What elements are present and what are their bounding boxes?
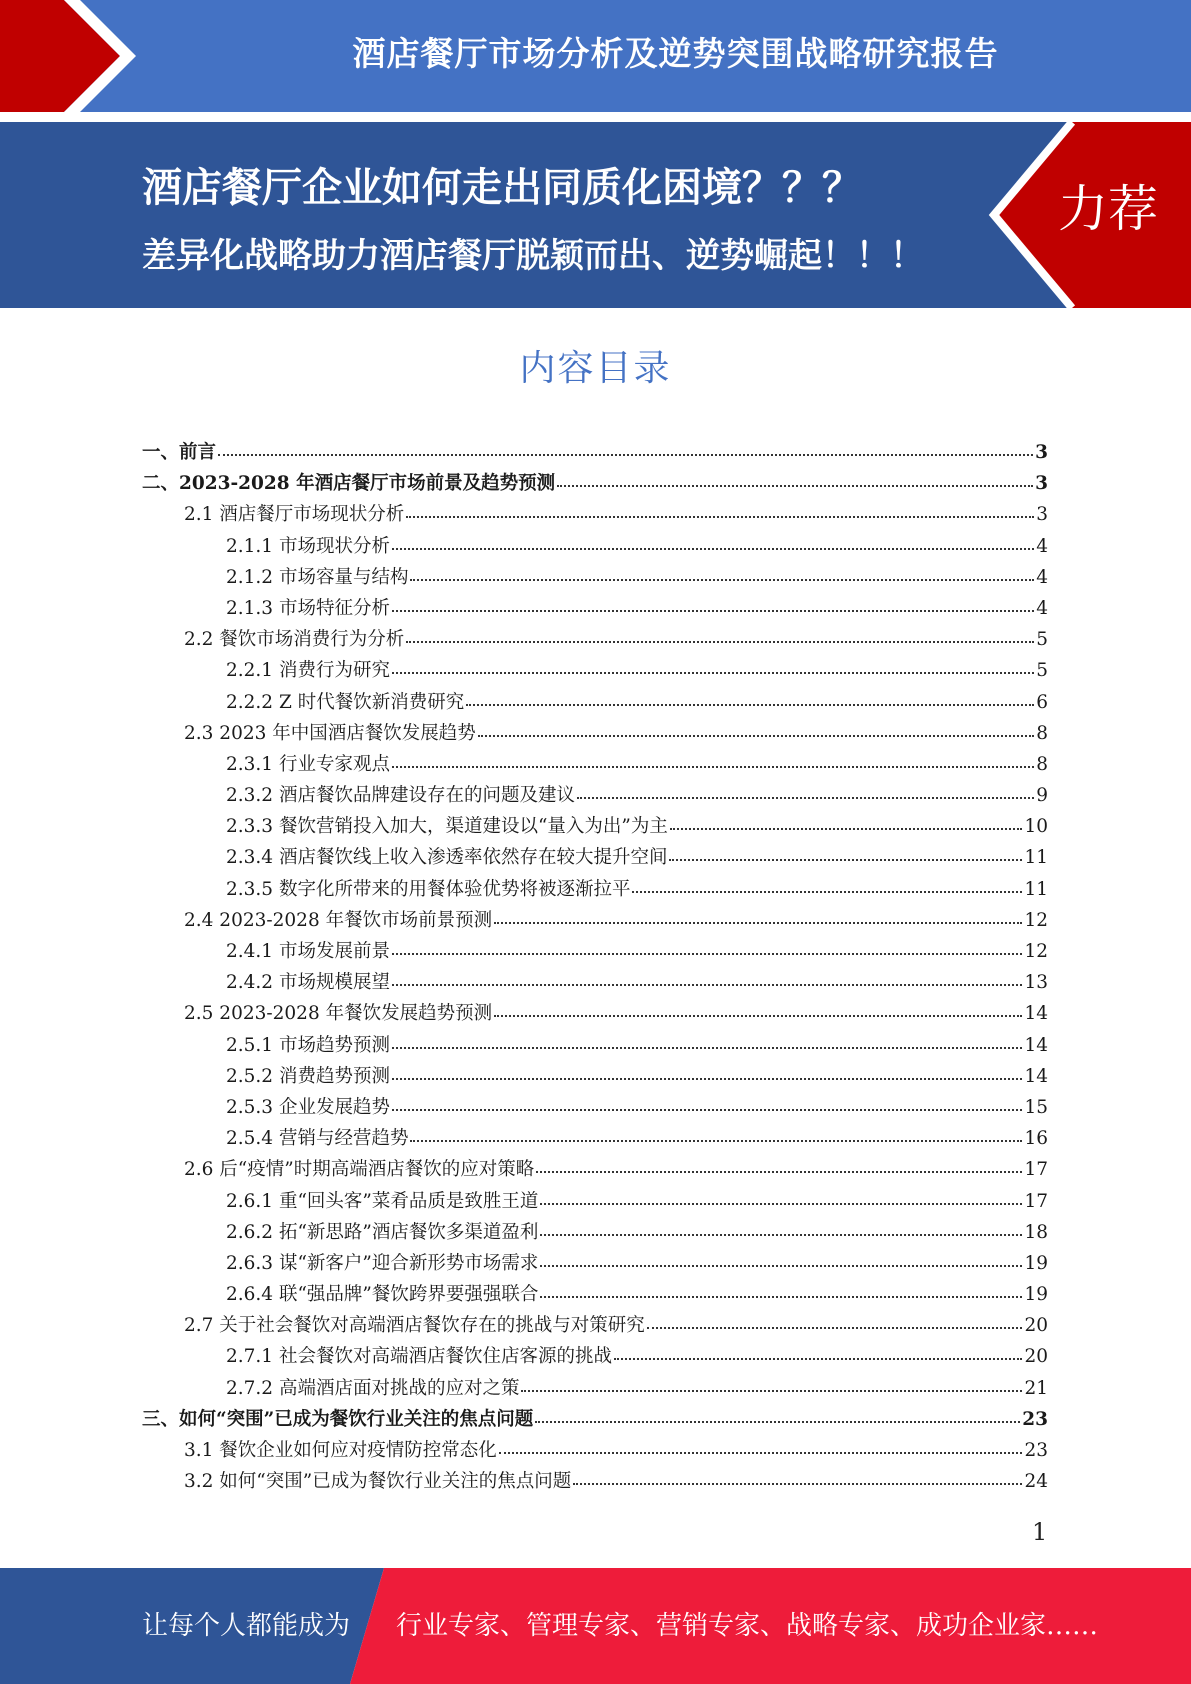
toc-leader-dots bbox=[392, 672, 1034, 674]
toc-entry-label: 2.3 2023 年中国酒店餐饮发展趋势 bbox=[184, 722, 476, 744]
toc-entry-label: 一、前言 bbox=[142, 442, 217, 463]
toc-entry-page: 14 bbox=[1024, 1065, 1048, 1087]
toc-entry[interactable] bbox=[142, 1217, 1048, 1248]
toc-entry-page: 17 bbox=[1024, 1159, 1048, 1181]
toc-entry[interactable] bbox=[142, 562, 1048, 593]
toc-entry-page: 5 bbox=[1036, 629, 1048, 651]
toc-leader-dots bbox=[494, 922, 1022, 924]
toc-entry-page: 12 bbox=[1024, 909, 1048, 931]
toc-entry[interactable] bbox=[142, 874, 1048, 905]
toc-leader-dots bbox=[466, 704, 1034, 706]
toc-leader-dots bbox=[632, 891, 1022, 893]
toc-entry-page: 20 bbox=[1024, 1315, 1048, 1337]
footer-slogan-right: 行业专家、管理专家、营销专家、战略专家、成功企业家…… bbox=[396, 1611, 1099, 1641]
toc-entry-label: 2.6.1 重“回头客”菜肴品质是致胜王道 bbox=[226, 1190, 539, 1212]
footer-banner bbox=[0, 1568, 1191, 1684]
toc-entry[interactable] bbox=[142, 811, 1048, 842]
toc-entry[interactable] bbox=[142, 749, 1048, 780]
toc-entry-page: 23 bbox=[1024, 1440, 1048, 1461]
toc-leader-dots bbox=[410, 1140, 1022, 1142]
toc-entry[interactable] bbox=[142, 905, 1048, 936]
footer-slogan-left: 让每个人都能成为 bbox=[142, 1611, 351, 1641]
toc-entry-label: 2.2.1 消费行为研究 bbox=[226, 660, 390, 682]
toc-entry-label: 2.4 2023-2028 年餐饮市场前景预测 bbox=[184, 909, 493, 931]
toc-leader-dots bbox=[540, 1203, 1022, 1205]
toc-entry-label: 2.3.3 餐饮营销投入加大，渠道建设以“量入为出”为主 bbox=[226, 816, 668, 838]
toc-leader-dots bbox=[540, 1265, 1022, 1267]
toc-entry-label: 2.6.2 拓“新思路”酒店餐饮多渠道盈利 bbox=[226, 1221, 539, 1243]
report-title: 酒店餐厅市场分析及逆势突围战略研究报告 bbox=[352, 34, 999, 73]
toc-entry-label: 二、2023-2028 年酒店餐厅市场前景及趋势预测 bbox=[142, 473, 556, 495]
toc-leader-dots bbox=[392, 610, 1034, 612]
toc-entry[interactable] bbox=[142, 655, 1048, 686]
toc-leader-dots bbox=[499, 1452, 1023, 1454]
toc-entry-label: 2.5.3 企业发展趋势 bbox=[226, 1096, 390, 1118]
toc-leader-dots bbox=[647, 1327, 1023, 1329]
toc-entry-page: 14 bbox=[1024, 1034, 1048, 1056]
toc-leader-dots bbox=[410, 579, 1034, 581]
toc-entry-label: 2.5.4 营销与经营趋势 bbox=[226, 1128, 409, 1150]
toc-entry-page: 9 bbox=[1036, 785, 1048, 807]
toc-entry-page: 8 bbox=[1036, 722, 1048, 744]
toc-entry-label: 三、如何“突围”已成为餐饮行业关注的焦点问题 bbox=[142, 1408, 534, 1430]
toc-entry-page: 24 bbox=[1024, 1471, 1048, 1493]
toc-entry[interactable] bbox=[142, 780, 1048, 811]
toc-entry-page: 3 bbox=[1036, 504, 1048, 526]
toc-entry-page: 23 bbox=[1022, 1408, 1048, 1430]
toc-entry[interactable] bbox=[142, 1092, 1048, 1123]
toc-entry-label: 2.7.1 社会餐饮对高端酒店餐饮住店客源的挑战 bbox=[226, 1346, 612, 1368]
toc-entry-page: 4 bbox=[1036, 597, 1048, 619]
recommend-badge: 力荐 bbox=[1058, 180, 1158, 238]
toc-entry-label: 2.7 关于社会餐饮对高端酒店餐饮存在的挑战与对策研究 bbox=[184, 1315, 645, 1337]
toc-leader-dots bbox=[392, 1047, 1022, 1049]
toc-entry-label: 3.1 餐饮企业如何应对疫情防控常态化 bbox=[184, 1440, 497, 1461]
toc-entry-page: 19 bbox=[1024, 1252, 1048, 1274]
toc-leader-dots bbox=[406, 641, 1034, 643]
toc-entry[interactable] bbox=[142, 593, 1048, 624]
toc-entry[interactable] bbox=[142, 499, 1048, 530]
toc-entry-page: 4 bbox=[1036, 535, 1048, 557]
toc-entry-label: 2.4.1 市场发展前景 bbox=[226, 941, 390, 962]
toc-entry[interactable] bbox=[142, 842, 1048, 873]
toc-entry[interactable] bbox=[142, 1404, 1048, 1435]
toc-leader-dots bbox=[669, 859, 1022, 861]
toc-entry-page: 11 bbox=[1024, 878, 1048, 900]
toc-entry-page: 10 bbox=[1024, 816, 1048, 838]
toc-leader-dots bbox=[478, 735, 1034, 737]
toc-entry[interactable] bbox=[142, 1123, 1048, 1154]
toc-entry-page: 15 bbox=[1024, 1096, 1048, 1118]
toc-entry-page: 5 bbox=[1036, 660, 1048, 682]
toc-leader-dots bbox=[535, 1421, 1020, 1423]
toc-entry-label: 2.3.4 酒店餐饮线上收入渗透率依然存在较大提升空间 bbox=[226, 847, 668, 869]
toc-entry-label: 2.7.2 高端酒店面对挑战的应对之策 bbox=[226, 1377, 520, 1399]
toc-entry-label: 2.1.3 市场特征分析 bbox=[226, 597, 390, 619]
toc-entry-label: 2.2 餐饮市场消费行为分析 bbox=[184, 629, 405, 651]
toc-leader-dots bbox=[392, 1078, 1022, 1080]
toc-entry[interactable] bbox=[142, 468, 1048, 499]
toc-entry[interactable] bbox=[142, 1373, 1048, 1404]
toc-entry-label: 2.5.1 市场趋势预测 bbox=[226, 1034, 390, 1056]
toc-entry[interactable] bbox=[142, 437, 1048, 468]
toc-entry-page: 8 bbox=[1036, 753, 1048, 775]
toc-leader-dots bbox=[218, 454, 1033, 456]
toc-entry[interactable] bbox=[142, 1279, 1048, 1310]
toc-entry[interactable] bbox=[142, 1030, 1048, 1061]
toc-entry-page: 20 bbox=[1024, 1346, 1048, 1368]
toc-leader-dots bbox=[392, 1109, 1022, 1111]
toc-leader-dots bbox=[557, 485, 1033, 487]
toc-leader-dots bbox=[392, 984, 1022, 986]
toc-entry[interactable] bbox=[142, 1248, 1048, 1279]
toc-entry-label: 2.6 后“疫情”时期高端酒店餐饮的应对策略 bbox=[184, 1159, 535, 1181]
toc-entry-page: 14 bbox=[1024, 1003, 1048, 1025]
toc-leader-dots bbox=[573, 1483, 1022, 1485]
toc-entry-page: 6 bbox=[1036, 691, 1048, 713]
toc-entry-label: 2.1 酒店餐厅市场现状分析 bbox=[184, 504, 405, 526]
toc-leader-dots bbox=[494, 1015, 1022, 1017]
toc-leader-dots bbox=[670, 828, 1023, 830]
toc-entry[interactable] bbox=[142, 531, 1048, 562]
toc-leader-dots bbox=[392, 953, 1022, 955]
toc-entry-label: 2.1.1 市场现状分析 bbox=[226, 535, 390, 557]
toc-entry[interactable] bbox=[142, 1435, 1048, 1466]
toc-entry[interactable] bbox=[142, 1154, 1048, 1185]
toc-entry-label: 2.5 2023-2028 年餐饮发展趋势预测 bbox=[184, 1003, 493, 1025]
toc-leader-dots bbox=[540, 1234, 1022, 1236]
toc-title: 内容目录 bbox=[519, 348, 672, 389]
toc-entry[interactable] bbox=[142, 624, 1048, 655]
toc-leader-dots bbox=[577, 797, 1034, 799]
toc-entry[interactable] bbox=[142, 967, 1048, 998]
toc-entry-page: 3 bbox=[1035, 442, 1048, 463]
red-chevron-decoration bbox=[0, 0, 148, 112]
toc-entry-label: 2.6.4 联“强品牌”餐饮跨界要强强联合 bbox=[226, 1284, 539, 1306]
toc-entry-label: 2.6.3 谋“新客户”迎合新形势市场需求 bbox=[226, 1252, 539, 1274]
toc-leader-dots bbox=[392, 766, 1034, 768]
toc-leader-dots bbox=[536, 1171, 1022, 1173]
toc-entry[interactable] bbox=[142, 687, 1048, 718]
toc-entry[interactable] bbox=[142, 998, 1048, 1029]
table-of-contents bbox=[142, 437, 1048, 1497]
promo-banner bbox=[0, 122, 1191, 308]
toc-entry[interactable] bbox=[142, 1061, 1048, 1092]
toc-entry-page: 11 bbox=[1024, 847, 1048, 869]
toc-leader-dots bbox=[406, 516, 1034, 518]
toc-entry-page: 19 bbox=[1024, 1284, 1048, 1306]
toc-entry-label: 2.3.5 数字化所带来的用餐体验优势将被逐渐拉平 bbox=[226, 878, 631, 900]
toc-entry-page: 12 bbox=[1024, 941, 1048, 962]
toc-leader-dots bbox=[540, 1296, 1022, 1298]
toc-entry-label: 2.2.2 Z 时代餐饮新消费研究 bbox=[226, 691, 465, 713]
banner-headline: 酒店餐厅企业如何走出同质化困境？？？ bbox=[142, 165, 862, 211]
toc-entry-label: 2.3.2 酒店餐饮品牌建设存在的问题及建议 bbox=[226, 785, 575, 807]
toc-entry-page: 4 bbox=[1036, 566, 1048, 588]
toc-entry[interactable] bbox=[142, 718, 1048, 749]
toc-entry-page: 13 bbox=[1024, 972, 1048, 994]
toc-entry-label: 2.3.1 行业专家观点 bbox=[226, 753, 390, 775]
toc-leader-dots bbox=[392, 548, 1034, 550]
toc-entry-page: 21 bbox=[1024, 1377, 1048, 1399]
toc-entry[interactable] bbox=[142, 1341, 1048, 1372]
toc-entry-page: 18 bbox=[1024, 1221, 1048, 1243]
toc-entry[interactable] bbox=[142, 936, 1048, 967]
toc-entry[interactable] bbox=[142, 1186, 1048, 1217]
toc-entry-page: 17 bbox=[1024, 1190, 1048, 1212]
toc-leader-dots bbox=[614, 1358, 1022, 1360]
toc-entry-label: 3.2 如何“突围”已成为餐饮行业关注的焦点问题 bbox=[184, 1471, 572, 1493]
report-header-bar bbox=[0, 0, 1191, 112]
toc-entry[interactable] bbox=[142, 1310, 1048, 1341]
toc-entry-label: 2.5.2 消费趋势预测 bbox=[226, 1065, 390, 1087]
toc-entry-label: 2.1.2 市场容量与结构 bbox=[226, 566, 409, 588]
toc-entry-page: 3 bbox=[1035, 473, 1048, 495]
toc-entry[interactable] bbox=[142, 1466, 1048, 1497]
toc-entry-page: 16 bbox=[1024, 1128, 1048, 1150]
banner-subheadline: 差异化战略助力酒店餐厅脱颖而出、逆势崛起！！！ bbox=[142, 236, 924, 276]
toc-entry-label: 2.4.2 市场规模展望 bbox=[226, 972, 390, 994]
page-number: 1 bbox=[1032, 1518, 1048, 1546]
toc-leader-dots bbox=[521, 1390, 1022, 1392]
